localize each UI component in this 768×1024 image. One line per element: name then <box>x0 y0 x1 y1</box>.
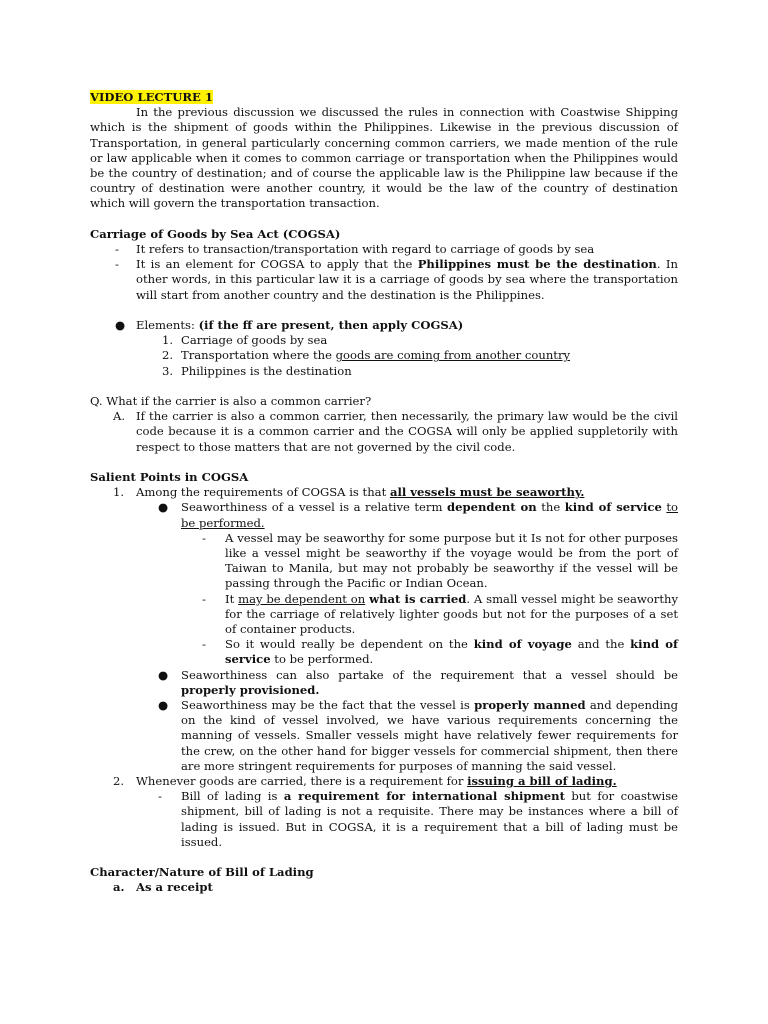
cogsa-title: Carriage of Goods by Sea Act (COGSA) <box>90 226 341 241</box>
character-title: Character/Nature of Bill of Lading <box>90 865 314 880</box>
seaworthiness-dash-1: - A vessel may be seaworthy for some purpose but it Is not for other purposes like a vessel might be seaworthy if the voyage would be from the port of Taiwan to Manila, but may not probably be seaworthy if the vessel will be passing through the Pacific or Indian Ocean. <box>202 530 678 591</box>
seaworthiness-dash-3: - So it would really be dependent on the kind of voyage and the kind of service to be performed. <box>202 637 678 667</box>
salient-title: Salient Points in COGSA <box>90 470 249 485</box>
seaworthiness-bullet-2: ● Seaworthiness can also partake of the requirement that a vessel should be properly provisioned. <box>158 667 678 697</box>
answer: A. If the carrier is also a common carrier, then necessarily, the primary law would be the civil code because it is a common carrier and the COGSA will only be applied suppletorily with respect to those matters that are not governed by the civil code. <box>113 409 678 454</box>
seaworthiness-bullet-1: ● Seaworthiness of a vessel is a relative term dependent on the kind of service to be performed. <box>158 500 679 530</box>
question: Q. What if the carrier is also a common carrier? <box>90 394 372 409</box>
cogsa-dash-2: - It is an element for COGSA to apply that the Philippines must be the destination. In other words, in this particular law it is a carriage of goods by sea where the transportation will start from another country and the destination is the Philippines. <box>115 257 678 302</box>
cogsa-dash-1: - It refers to transaction/transportation with regard to carriage of goods by sea <box>115 242 595 257</box>
document-page <box>90 90 678 896</box>
element-item-2: 2. Transportation where the goods are coming from another country <box>162 348 571 363</box>
seaworthiness-dash-2: - It may be dependent on what is carried. A small vessel might be seaworthy for the carriage of relatively lighter goods but not for the purposes of a set of container products. <box>202 591 679 637</box>
highlighted-heading: VIDEO LECTURE 1 <box>90 90 213 104</box>
character-item-a: a. As a receipt <box>113 880 213 895</box>
seaworthiness-bullet-3: ● Seaworthiness may be the fact that the vessel is properly manned and depending on the kind of vessel involved, we have various requirements concerning the manning of vessels. Smaller vessels might have relatively fewer requirements for the crew, on the other hand for bigger vessels for commercial shipment, then there are more stringent requirements for purposes of manning the said vessel. <box>158 698 678 773</box>
element-item-3: 3. Philippines is the destination <box>162 363 352 378</box>
intro-paragraph: In the previous discussion we discussed the rules in connection with Coastwise Shipping which is the shipment of goods within the Philippines. Likewise in the previous discussion of Transportation, in general particularly concerning common carriers, we made mention of the rule or law applicable when it comes to common carriage or transportation when the Philippines would be the country of destination; and of course the applicable law is the Philippine law because if the country of destination were another country, it would be the law of the country of destination which will govern the transportation transaction. <box>90 105 678 211</box>
element-item-1: 1. Carriage of goods by sea <box>162 333 328 348</box>
lecture-heading <box>90 90 678 105</box>
bill-of-lading-dash: - Bill of lading is a requirement for international shipment but for coastwise shipment, bill of lading is not a requisite. There may be instances where a bill of lading is issued. But in COGSA, it is a requirement that a bill of lading must be issued. <box>158 789 679 849</box>
salient-point-1: 1. Among the requirements of COGSA is that all vessels must be seaworthy. <box>113 485 585 500</box>
elements-bullet: ● Elements: (if the ff are present, then apply COGSA) <box>115 318 464 333</box>
salient-point-2: 2. Whenever goods are carried, there is a requirement for issuing a bill of lading. <box>113 774 617 789</box>
